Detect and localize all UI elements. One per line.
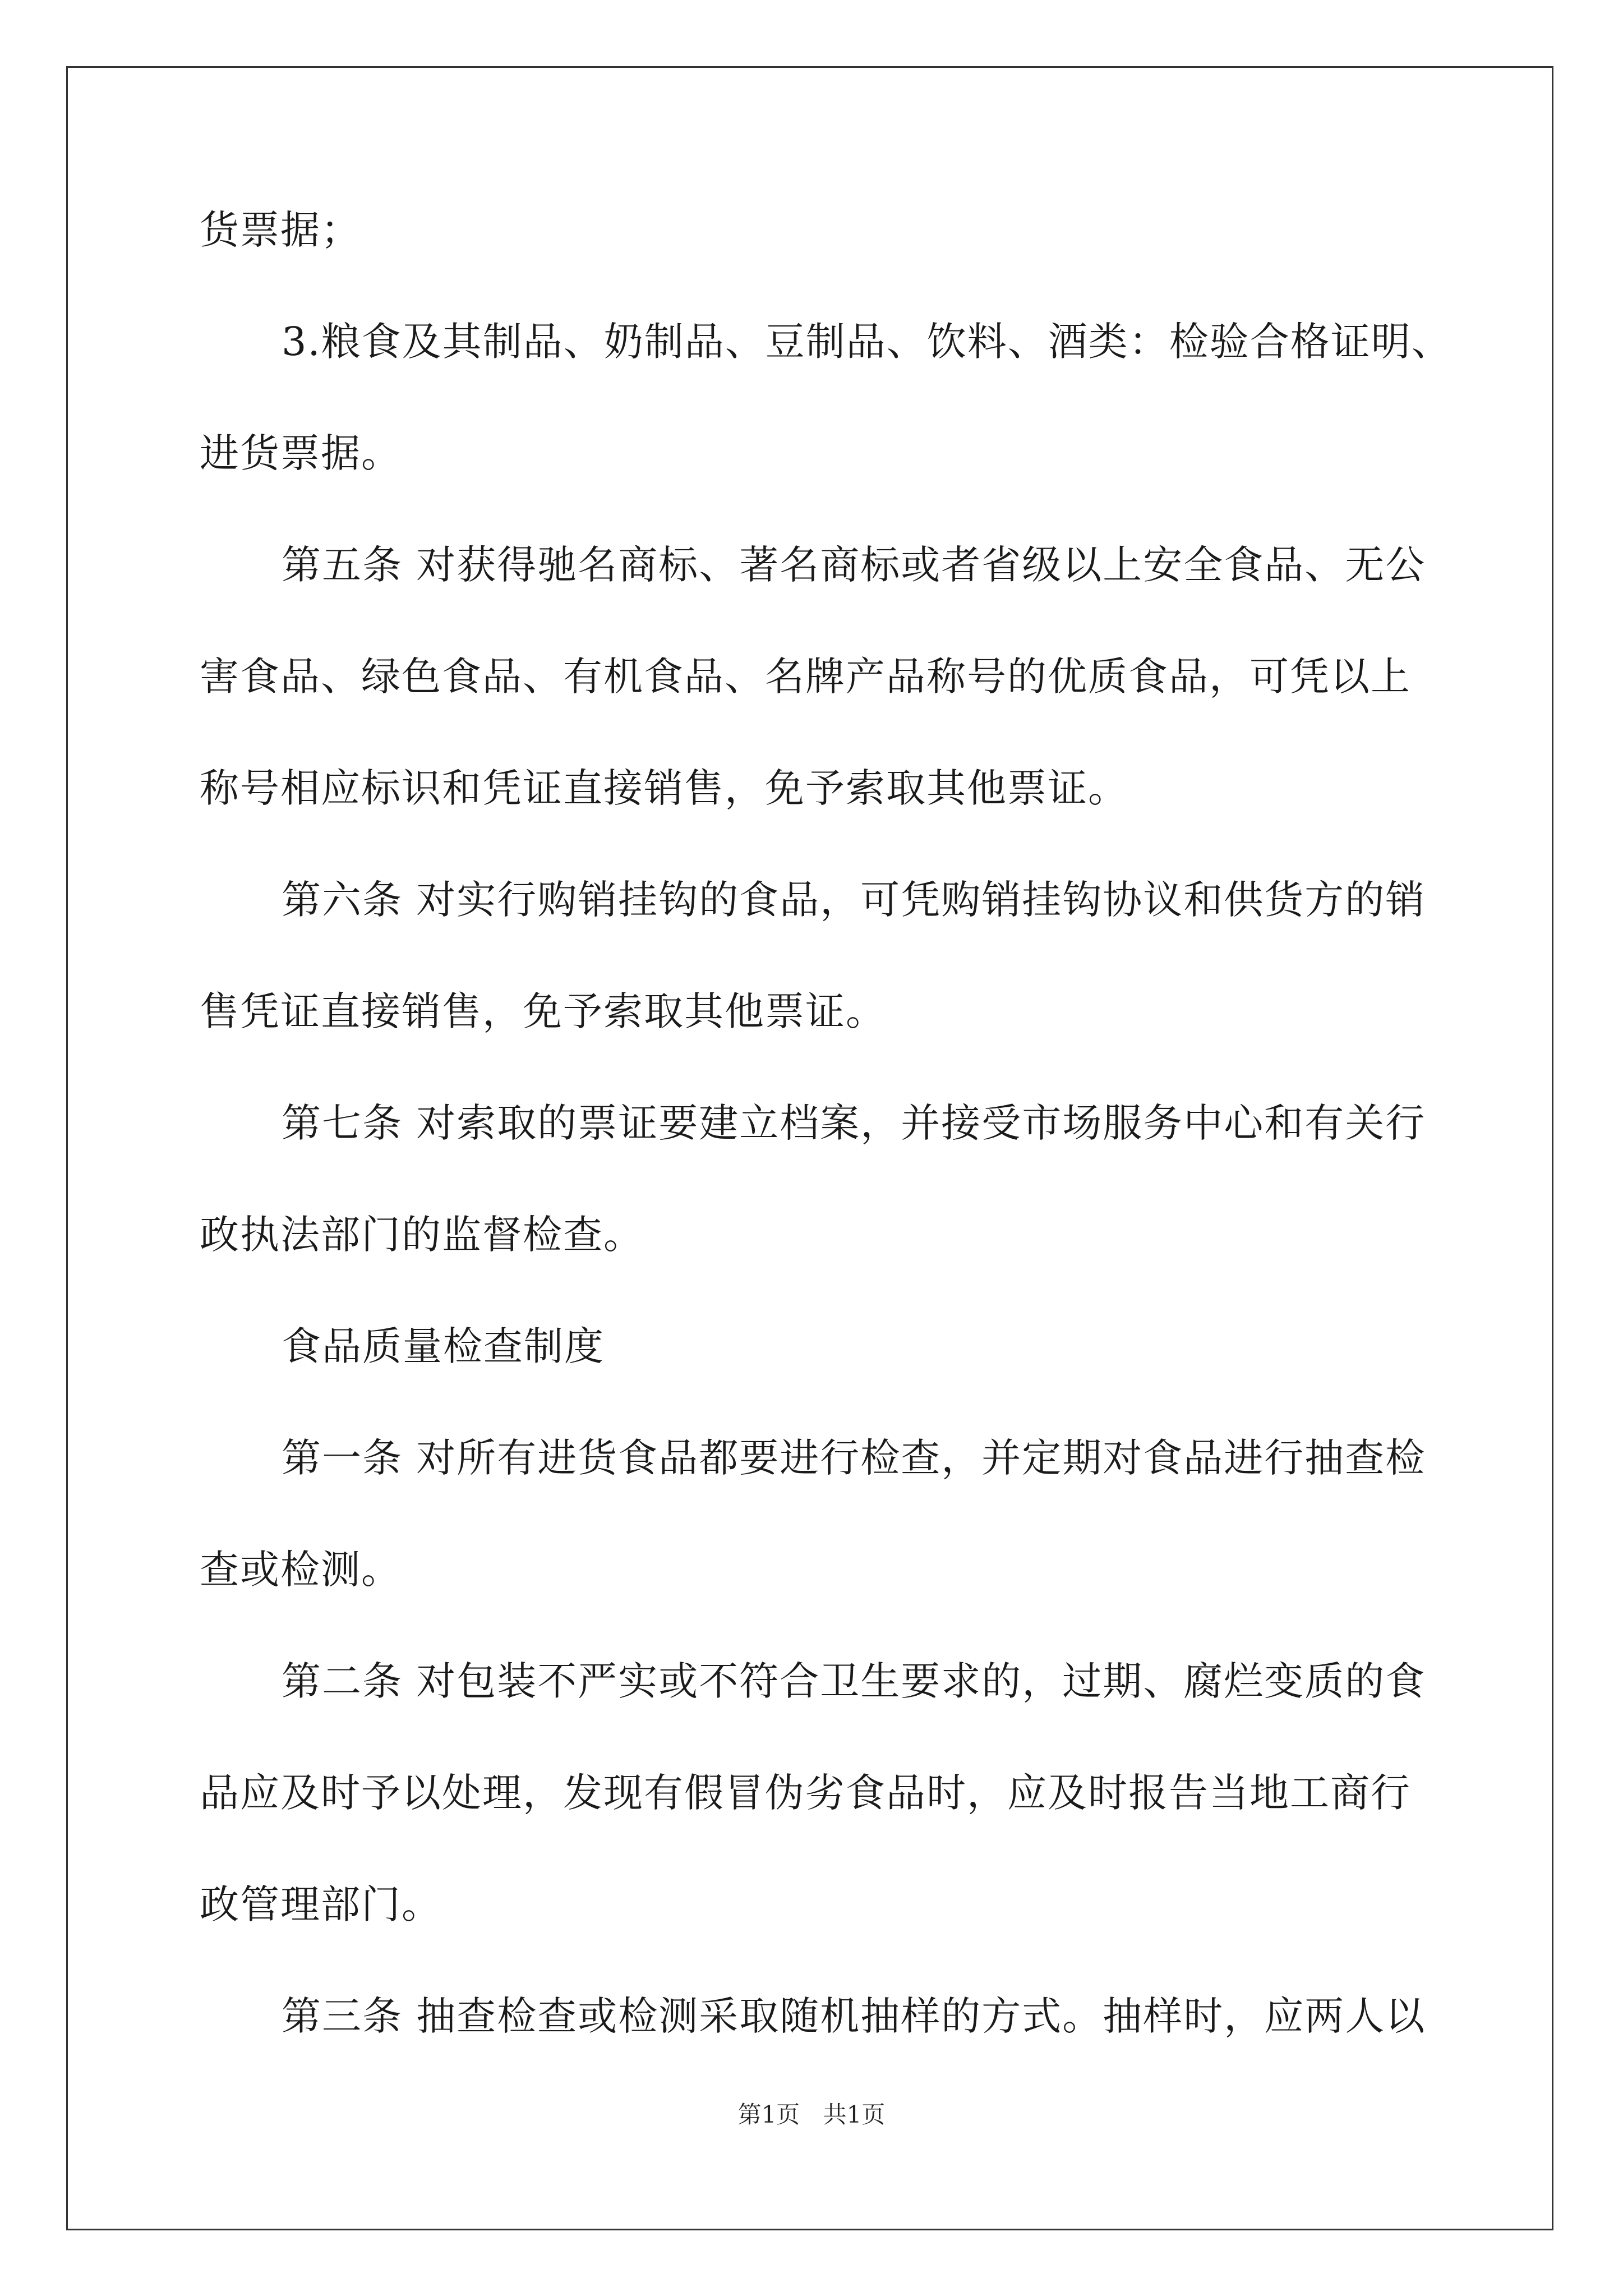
- text-line: 第三条 抽查检查或检测采取随机抽样的方式。抽样时，应两人以: [282, 1993, 1426, 2039]
- text-line: 进货票据。: [200, 430, 402, 476]
- text-line: 售凭证直接销售，免予索取其他票证。: [200, 988, 886, 1034]
- text-line: 政执法部门的监督检查。: [200, 1212, 644, 1258]
- text-line: 货票据；: [200, 207, 361, 253]
- section-heading: 食品质量检查制度: [282, 1323, 605, 1369]
- page-number: 第1页: [737, 2101, 800, 2128]
- text-line: 政管理部门。: [200, 1881, 442, 1927]
- page-footer: [0, 2098, 1623, 2132]
- text-line: 查或检测。: [200, 1547, 402, 1593]
- page-total: 共1页: [823, 2101, 886, 2128]
- text-line: 害食品、绿色食品、有机食品、名牌产品称号的优质食品，可凭以上: [200, 654, 1411, 700]
- text-line: 第七条 对索取的票证要建立档案，并接受市场服务中心和有关行: [282, 1100, 1426, 1146]
- text-line: 称号相应标识和凭证直接销售，免予索取其他票证。: [200, 765, 1128, 811]
- text-line: 第一条 对所有进货食品都要进行检查，并定期对食品进行抽查检: [282, 1435, 1426, 1481]
- text-line: 3.粮食及其制品、奶制品、豆制品、饮料、酒类：检验合格证明、: [282, 319, 1452, 365]
- text-line: 第六条 对实行购销挂钩的食品，可凭购销挂钩协议和供货方的销: [282, 877, 1426, 923]
- text-line: 第五条 对获得驰名商标、著名商标或者省级以上安全食品、无公: [282, 542, 1426, 588]
- text-line: 品应及时予以处理，发现有假冒伪劣食品时，应及时报告当地工商行: [200, 1770, 1411, 1816]
- text-line: 第二条 对包装不严实或不符合卫生要求的，过期、腐烂变质的食: [282, 1658, 1426, 1704]
